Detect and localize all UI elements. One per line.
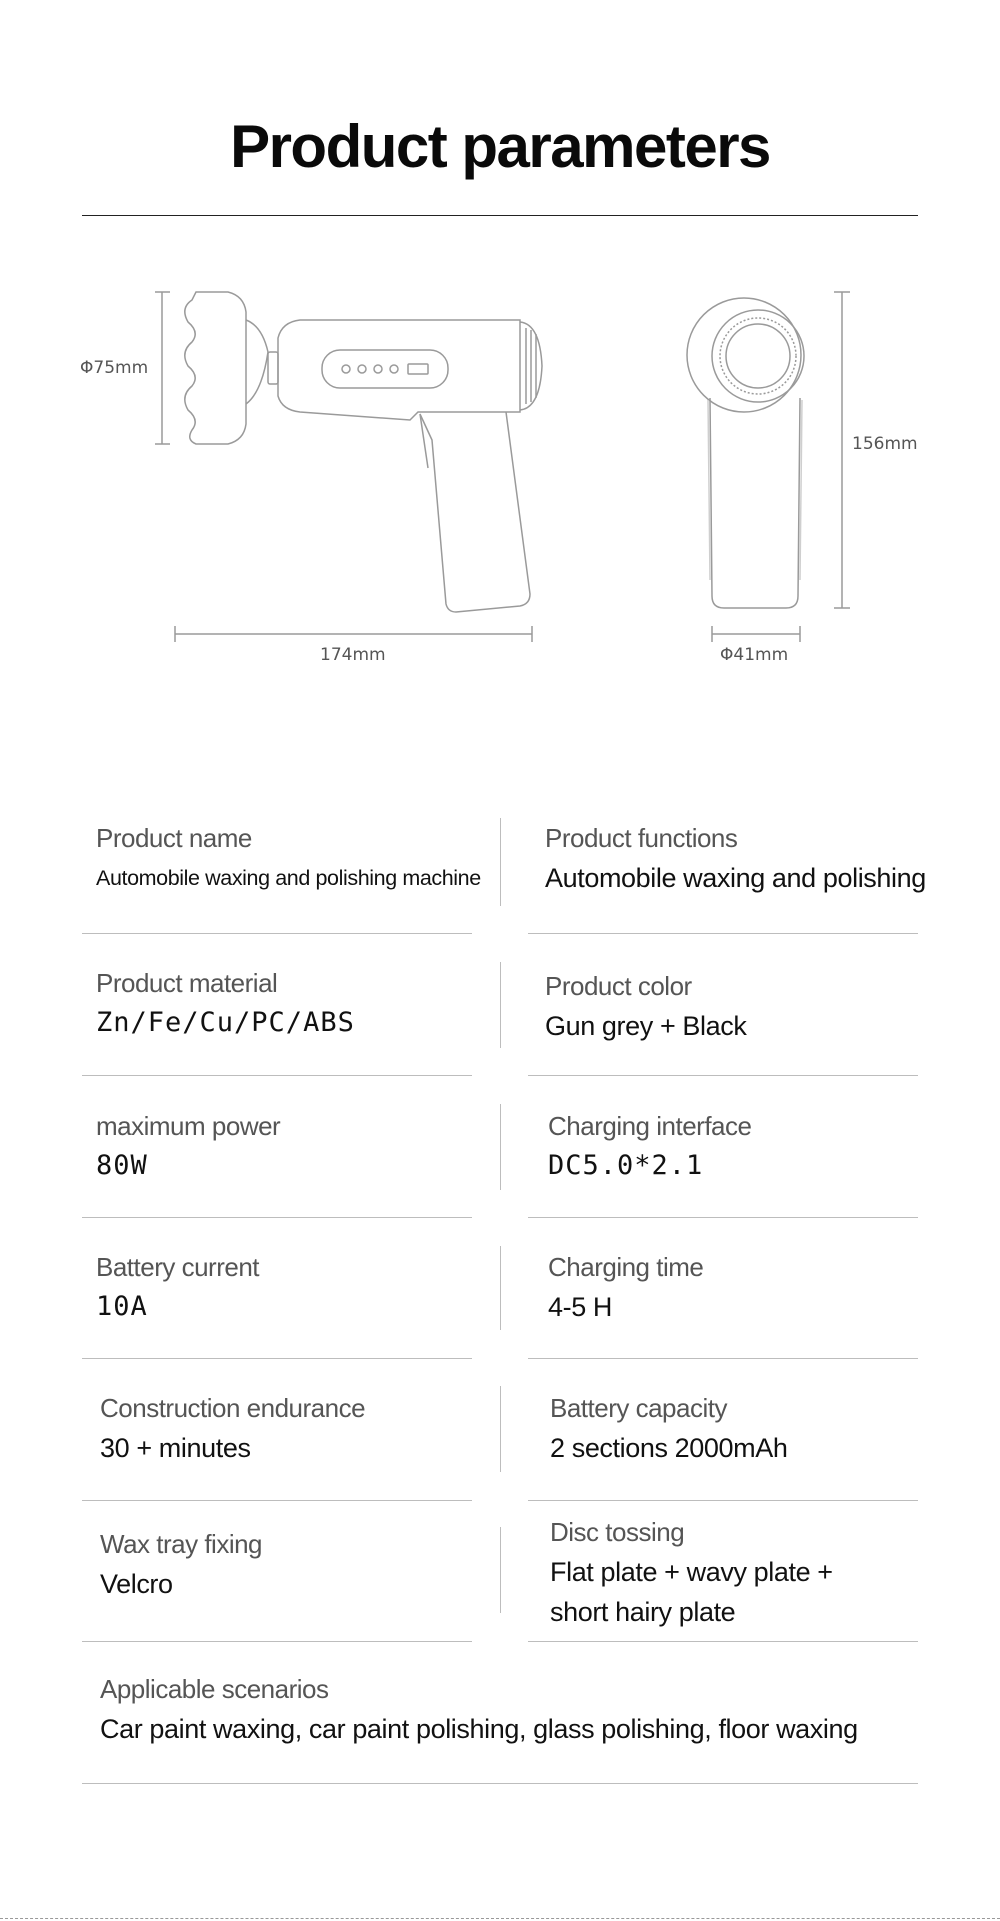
spec-value: Flat plate + wavy plate + short hairy plate	[550, 1557, 833, 1627]
spec-value: Zn/Fe/Cu/PC/ABS	[96, 1007, 355, 1038]
row-divider	[82, 933, 472, 934]
spec-construction-endurance	[100, 1392, 540, 1468]
spec-label: maximum power	[96, 1111, 281, 1141]
page-title: Product parameters	[230, 113, 770, 180]
spec-battery-capacity	[550, 1392, 990, 1468]
spec-charging-interface	[548, 1110, 988, 1186]
spec-product-material	[96, 967, 536, 1043]
spec-label: Product functions	[545, 823, 738, 853]
spec-label: Product material	[96, 968, 278, 998]
row-divider	[528, 1358, 918, 1359]
spec-value: Gun grey + Black	[545, 1011, 747, 1041]
product-dimension-drawing	[0, 270, 1000, 690]
row-divider	[82, 1783, 918, 1784]
bottom-edge-line	[0, 1918, 1000, 1919]
row-divider	[82, 1500, 472, 1501]
spec-value: 30 + minutes	[100, 1433, 251, 1463]
spec-product-functions	[545, 822, 985, 898]
spec-wax-tray-fixing	[100, 1528, 540, 1604]
spec-charging-time	[548, 1251, 988, 1327]
row-divider	[528, 1217, 918, 1218]
spec-label: Charging interface	[548, 1111, 752, 1141]
spec-product-name	[96, 822, 536, 898]
gun-handle-outline	[420, 412, 530, 612]
spec-label: Product name	[96, 823, 252, 853]
spec-value: Velcro	[100, 1569, 173, 1599]
row-divider	[82, 1358, 472, 1359]
row-divider	[528, 1641, 918, 1642]
row-divider	[82, 1217, 472, 1218]
spec-value: DC5.0*2.1	[548, 1150, 704, 1181]
row-divider	[528, 1500, 918, 1501]
row-divider	[528, 1075, 918, 1076]
dim-label-height: 156mm	[852, 434, 918, 454]
spec-disc-tossing	[550, 1516, 880, 1632]
spec-product-color	[545, 970, 985, 1046]
dim-label-length: 174mm	[320, 645, 386, 665]
spec-applicable-scenarios	[100, 1673, 920, 1749]
spec-value: 10A	[96, 1291, 148, 1322]
spec-label: Disc tossing	[550, 1517, 685, 1547]
dim-line-length	[175, 626, 532, 642]
spec-label: Product color	[545, 971, 692, 1001]
row-divider	[82, 1075, 472, 1076]
spec-value: Automobile waxing and polishing machine	[96, 866, 481, 890]
title-divider	[82, 215, 918, 216]
spec-label: Wax tray fixing	[100, 1529, 263, 1559]
front-handle-outline	[710, 398, 800, 608]
spec-value: Car paint waxing, car paint polishing, glass polishing, floor waxing	[100, 1714, 858, 1744]
dim-line-handle-diameter	[712, 626, 800, 642]
spec-battery-current	[96, 1251, 536, 1327]
spec-label: Battery current	[96, 1252, 260, 1282]
dim-label-handle-diameter: Φ41mm	[720, 645, 789, 665]
spec-maximum-power	[96, 1110, 536, 1186]
dim-line-height	[834, 292, 850, 608]
spec-label: Charging time	[548, 1252, 704, 1282]
gun-body-outline	[278, 320, 520, 420]
spec-label: Applicable scenarios	[100, 1674, 329, 1704]
row-divider	[82, 1641, 472, 1642]
row-divider	[528, 933, 918, 934]
spec-value: Automobile waxing and polishing	[545, 863, 926, 893]
spec-value: 80W	[96, 1150, 148, 1181]
polishing-head-outline	[185, 292, 246, 444]
dim-label-head-diameter: Φ75mm	[80, 358, 149, 378]
spec-value: 4-5 H	[548, 1292, 613, 1322]
dim-line-head-diameter	[155, 292, 170, 444]
spec-label: Construction endurance	[100, 1393, 366, 1423]
spec-label: Battery capacity	[550, 1393, 727, 1423]
spec-value: 2 sections 2000mAh	[550, 1433, 788, 1463]
